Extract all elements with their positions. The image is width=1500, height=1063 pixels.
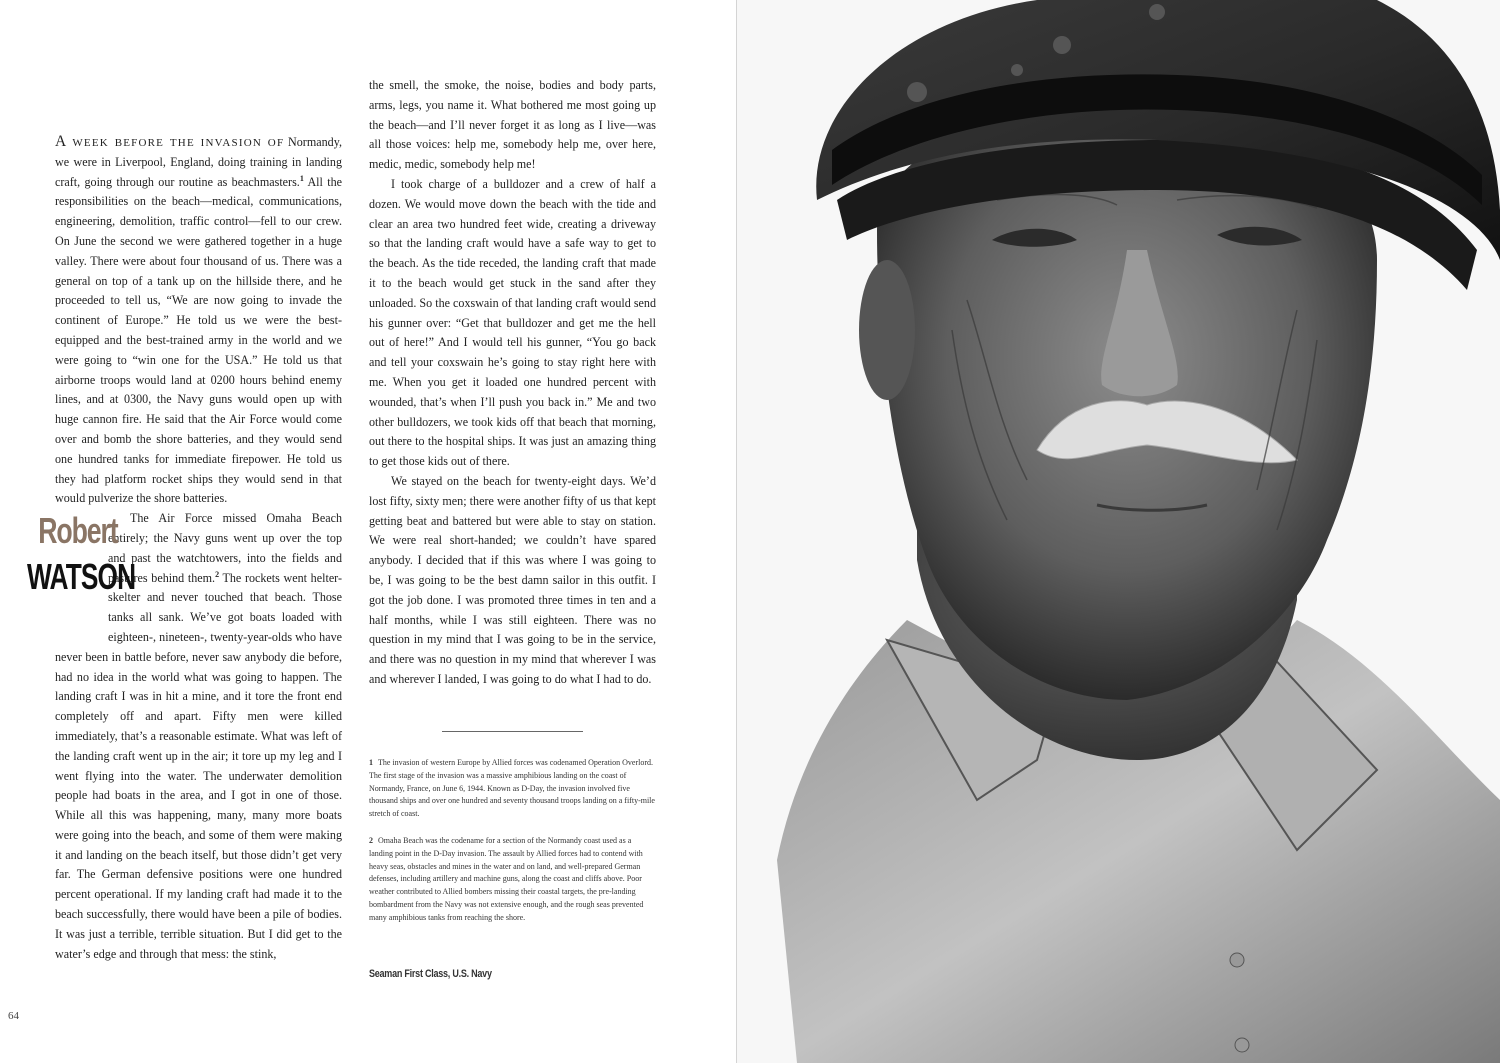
portrait-photo [737,0,1500,1063]
footnote-2: 2 Omaha Beach was the codename for a section of the Normandy coast used as a landing point in the D-Day invasion. The assault by Allied forces had to contend with heavy seas, obstacles and mines in the water and on land, and well-prepared German defenses, including artillery and machine guns, along the coast and cliffs above. Poor weather contributed to Allied bombers missing their coastal targets, the pre-landing bombardment from the Navy was not extensive enough, and the rough seas prevented many amphibious tanks from reaching the shore. [369,835,644,922]
page-number: 64 [8,1010,19,1022]
paragraph-4: We stayed on the beach for twenty-eight days. We’d lost fifty, sixty men; there were another fifty of us that kept getting beat and battered but were able to stay on station. We were real short-handed; we couldn’t have spared anybody. I decided that if this was where I was going to be, I was going to be the best damn sailor in this outfit. I got the job done. I was promoted three times in ten and a half months, while I was still eighteen. There was no question in my mind that I was going to be in the service, and there was no question in my mind that wherever I was and wherever I landed, I was going to do what I had to do. [369,473,656,686]
subject-last-name: WATSON [27,556,136,598]
subject-rank-caption: Seaman First Class, U.S. Navy [369,968,492,980]
text-column-right [369,76,656,690]
subject-name [22,509,136,629]
paragraph-2: Robert WATSON The Air Force missed Omaha Beach entirely; the Navy guns went up over the top and past the watchtowers, into the fields and pastures behind them.$^2$ The rockets went helter-skelter and never touched that beach. Those tanks all sank. We’ve got boats loaded with eighteen-, nineteen-, twenty-year-olds who have never been in battle before, never saw anybody die before, had no idea in the world what was going to happen. The landing craft I was in hit a mine, and it tore the front end completely off and apart. Fifty men were killed immediately, that’s a reasonable estimate. What was left of the landing craft went up in the air; it tore up my leg and I went flying into the water. The underwater demolition people had boats in the area, and I got in one of those. While all this was happening, many, many more boats were going into the beach, and some of them were making it and landing on the beach itself, but those didn’t get very far. The German defensive positions were one hundred percent operational. If my landing craft had made it to the beach successfully, there would have been a pile of bodies. It was just a terrible, terrible situation. But I did get to the water’s edge and through that mess: the stink, [55,509,342,964]
lead-in: A week before the invasion of [55,133,285,150]
text-column-left [27,132,342,964]
portrait-photo-icon [737,0,1500,1063]
paragraph-3: I took charge of a bulldozer and a crew of half a dozen. We would move down the beach with the tide and clear an area two hundred feet wide, creating a driveway so that the landing craft would have a safe way to get to the beach. As the tide receded, the landing craft that made it to the beach would get stuck in the sand after they unloaded. So the coxswain of that landing craft would send his gunner over: “Get that bulldozer and get me the hell out of here!” And I would tell his gunner, “You go back and tell your coxswain he’s going to stay right here with me. When you get it loaded one hundred percent with wounded, that’s when I’ll push you back in.” Me and two other bulldozers, we took kids off that beach that morning, out there to the hospital ships. It was just an amazing thing to get those kids out of there. [369,176,656,469]
footnotes [369,757,655,939]
paragraph-2-continued: the smell, the smoke, the noise, bodies and body parts, arms, legs, you name it. What bothered me most going up the beach—and I’ll never forget it as long as I live—was all those voices: help me, somebody help me, over here, medic, medic, somebody help me! [369,78,656,172]
paragraph-1: A week before the invasion of Normandy, we were in Liverpool, England, doing training in landing craft, going through our routine as beachmasters.$^1$ All the responsibilities on the beach—medical, communications, engineering, demolition, traffic control—fell to our crew. On June the second we were gathered together in a huge valley. There were about four thousand of us. There was a general on top of a tank up on the hillside there, and he proceeded to tell us, “We are now going to invade the continent of Europe.” He told us we were the best-equipped and the best-trained army in the world and we were going to “win one for the USA.” He told us that airborne troops would land at 0200 hours behind enemy lines, and at 0300, the Navy guns would open up with huge cannon fire. He said that the Air Force would come over and bomb the shore batteries, and they would send one hundred tanks for immediate firepower. He told us they had platform rocket ships they would send in that would pulverize the shore batteries. [55,133,342,506]
subject-first-name: Robert [38,510,118,552]
footnote-ref-2[interactable]: 2 [215,569,220,579]
footnote-divider [442,731,583,732]
footnote-ref-1[interactable]: 1 [299,173,304,183]
footnote-1: 1 The invasion of western Europe by Allied forces was codenamed Operation Overlord. The first stage of the invasion was a massive amphibious landing on the coast of Normandy, France, on June 6, 1944. Known as D-Day, the invasion involved five thousand ships and over one hundred and seventy thousand troops landing on a fifty-mile stretch of coast. [369,758,655,819]
